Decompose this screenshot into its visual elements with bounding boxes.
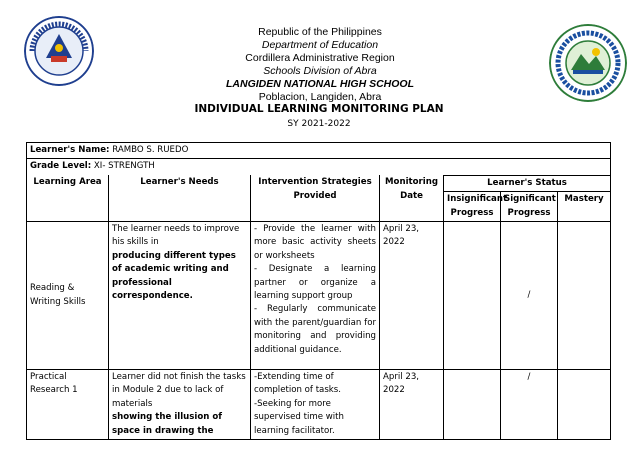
school-seal-logo bbox=[549, 24, 627, 102]
header-monitoring-date: Monitoring Date bbox=[380, 175, 444, 221]
monitoring-date-cell: April 23, 2022 bbox=[380, 370, 444, 440]
learning-area-cell: Practical Research 1 bbox=[27, 370, 109, 440]
grade-level-value: XI- STRENGTH bbox=[93, 161, 155, 172]
needs-emphasis-text: showing the illusion of space in drawing the bbox=[112, 412, 223, 436]
strategy-item: - Designate a learning partner or organize a learning support group bbox=[254, 264, 376, 302]
letterhead-region: Cordillera Administrative Region bbox=[245, 52, 395, 64]
insignificant-progress-cell bbox=[444, 222, 501, 370]
letterhead-address: Poblacion, Langiden, Abra bbox=[258, 91, 382, 103]
monitoring-plan-table bbox=[26, 142, 611, 440]
header-mastery: Mastery bbox=[558, 192, 611, 222]
needs-text: The learner needs to improve his skills in bbox=[112, 224, 240, 248]
learners-needs-cell bbox=[109, 222, 251, 370]
header-significant-progress: Significant Progress bbox=[501, 192, 558, 222]
learning-area-cell: Reading & Writing Skills bbox=[27, 222, 109, 370]
mastery-cell bbox=[558, 370, 611, 440]
intervention-strategies-cell bbox=[251, 370, 380, 440]
mastery-cell bbox=[558, 222, 611, 370]
grade-level-row bbox=[27, 159, 611, 175]
header-learners-status: Learner's Status bbox=[444, 175, 611, 191]
header-intervention-strategies: Intervention Strategies Provided bbox=[251, 175, 380, 221]
letterhead-republic: Republic of the Philippines bbox=[258, 26, 382, 38]
letterhead-department: Department of Education bbox=[261, 39, 379, 51]
grade-level-label: Grade Level: bbox=[30, 161, 92, 172]
needs-emphasis-text: producing different types of academic writing and professional correspondence. bbox=[112, 250, 236, 302]
significant-progress-cell: / bbox=[501, 222, 558, 370]
strategy-item: -Seeking for more supervised time with learning facilitator. bbox=[254, 398, 345, 436]
learner-name-label: Learner's Name: bbox=[30, 145, 110, 155]
monitoring-date-cell: April 23, 2022 bbox=[380, 222, 444, 370]
significant-progress-cell: / bbox=[501, 370, 558, 440]
header-learners-needs: Learner's Needs bbox=[109, 175, 251, 221]
strategy-item: -Extending time of completion of tasks. bbox=[254, 372, 341, 396]
strategy-item: - Provide the learner with more basic activity sheets or worksheets bbox=[254, 224, 376, 261]
document-title: INDIVIDUAL LEARNING MONITORING PLAN bbox=[194, 103, 444, 115]
header-insignificant-progress: Insignificant Progress bbox=[444, 192, 501, 222]
learners-needs-cell bbox=[109, 370, 251, 440]
learner-name-row bbox=[27, 143, 611, 159]
letterhead-division: Schools Division of Abra bbox=[263, 65, 377, 77]
header-row-1 bbox=[27, 175, 611, 191]
insignificant-progress-cell bbox=[444, 370, 501, 440]
strategy-item: - Regularly communicate with the parent/guardian for monitoring and providing additional guidance. bbox=[254, 304, 376, 355]
letterhead bbox=[150, 26, 490, 104]
table-row bbox=[27, 370, 611, 440]
needs-text: Learner did not finish the tasks in Module 2 due to lack of materials bbox=[112, 372, 246, 409]
letterhead-school: LANGIDEN NATIONAL HIGH SCHOOL bbox=[225, 78, 415, 90]
header-learning-area: Learning Area bbox=[27, 175, 109, 221]
deped-seal-logo bbox=[24, 16, 94, 86]
table-row bbox=[27, 222, 611, 370]
school-year: SY 2021-2022 bbox=[287, 119, 351, 129]
intervention-strategies-cell bbox=[251, 222, 380, 370]
learner-name-value: RAMBO S. RUEDO bbox=[112, 145, 189, 155]
